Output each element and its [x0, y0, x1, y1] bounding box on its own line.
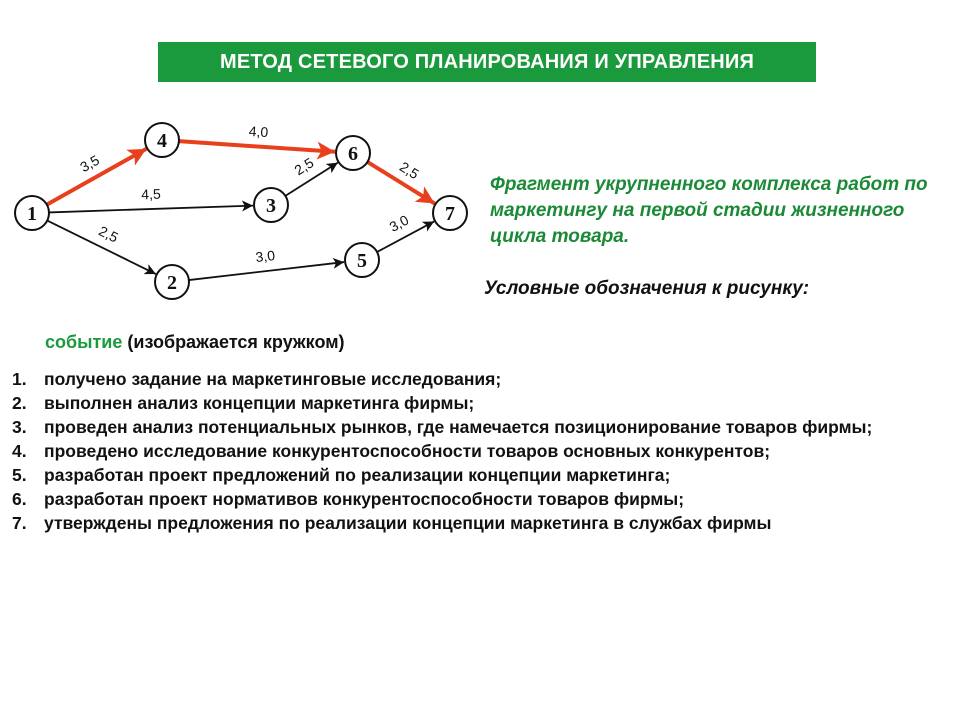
event-text: разработан проект предложений по реализации концепции маркетинга;: [44, 465, 671, 485]
event-text: получено задание на маркетинговые исследования;: [44, 369, 502, 389]
edge-duration-label: 2,5: [396, 158, 422, 183]
event-node-label: 5: [357, 250, 367, 272]
event-number: 6.: [12, 489, 27, 509]
edge-2-5: [189, 262, 344, 280]
event-number: 7.: [12, 513, 27, 533]
event-number: 2.: [12, 393, 27, 413]
event-legend: [45, 332, 345, 353]
event-text: выполнен анализ концепции маркетинга фирмы;: [44, 393, 475, 413]
legend-title: Условные обозначения к рисунку:: [484, 278, 810, 299]
edge-duration-label: 4,0: [248, 122, 269, 141]
edge-duration-label: 3,0: [386, 211, 412, 235]
edge-1-3: [49, 206, 253, 213]
edge-duration-label: 2,5: [291, 154, 317, 179]
event-item: [12, 416, 942, 438]
events-list: [12, 368, 942, 536]
event-number: 5.: [12, 465, 27, 485]
event-text: проведен анализ потенциальных рынков, где намечается позиционирование товаров фирмы;: [44, 417, 873, 437]
edge-duration-label: 2,5: [96, 222, 121, 246]
event-node-label: 4: [157, 130, 167, 152]
event-word: событие: [45, 332, 123, 352]
event-item: [12, 392, 942, 414]
event-node-label: 1: [27, 203, 37, 225]
event-item: [12, 368, 942, 390]
event-text: разработан проект нормативов конкурентоспособности товаров фирмы;: [44, 489, 685, 509]
event-node-label: 3: [266, 195, 276, 217]
edge-duration-label: 3,5: [77, 151, 103, 176]
event-item: [12, 464, 942, 486]
event-text: утверждены предложения по реализации концепции маркетинга в службах фирмы: [44, 513, 772, 533]
event-number: 3.: [12, 417, 27, 437]
event-number: 1.: [12, 369, 27, 389]
event-item: [12, 488, 942, 510]
event-text: проведено исследование конкурентоспособности товаров основных конкурентов;: [44, 441, 771, 461]
diagram-description: Фрагмент укрупненного комплекса работ по маркетингу на первой стадии жизненного цикла товара.: [490, 174, 928, 247]
event-note: (изображается кружком): [122, 332, 345, 352]
event-node-label: 2: [167, 272, 177, 294]
event-item: [12, 512, 942, 534]
page-title: МЕТОД СЕТЕВОГО ПЛАНИРОВАНИЯ И УПРАВЛЕНИЯ: [158, 42, 816, 82]
network-diagram: [0, 100, 480, 310]
edge-duration-label: 4,5: [141, 185, 161, 203]
event-item: [12, 440, 942, 462]
event-number: 4.: [12, 441, 27, 461]
edge-duration-label: 3,0: [254, 247, 276, 266]
event-node-label: 7: [445, 203, 455, 225]
event-node-label: 6: [348, 143, 358, 165]
edge-4-6-critical: [179, 141, 335, 152]
